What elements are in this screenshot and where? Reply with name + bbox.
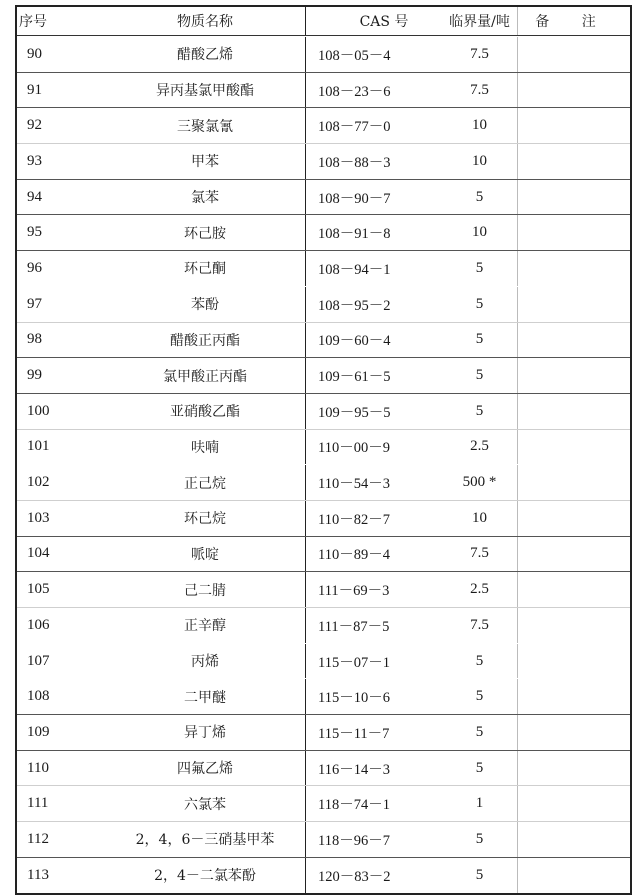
row-remarks [517, 822, 627, 857]
row-no: 97 [27, 295, 42, 312]
row-threshold: 5 [475, 367, 484, 384]
row-substance-name: 异丁烯 [184, 725, 226, 742]
row-remarks [517, 608, 627, 643]
table-row [17, 857, 630, 893]
row-no: 103 [27, 509, 50, 526]
row-no: 113 [27, 866, 49, 883]
row-remarks [517, 323, 627, 358]
row-substance-name: 亚硝酸乙酯 [170, 404, 240, 421]
row-threshold: 7.5 [470, 616, 489, 633]
row-cas-number: 110－89－4 [305, 537, 442, 572]
row-no: 100 [27, 402, 50, 419]
table-row [17, 821, 630, 857]
table-row [17, 250, 630, 286]
row-remarks [517, 786, 627, 821]
table-row [17, 107, 630, 143]
row-cas-number: 109－60－4 [305, 323, 442, 358]
row-no: 96 [27, 259, 42, 276]
table-row [17, 678, 630, 714]
table-row [17, 643, 630, 679]
table-row [17, 750, 630, 786]
row-substance-name: 异丙基氯甲酸酯 [156, 83, 254, 100]
row-remarks [517, 287, 627, 322]
header-remarks: 备 注 [517, 7, 627, 35]
table-body [17, 36, 630, 893]
row-cas-number: 109－61－5 [305, 358, 442, 393]
table-row [17, 464, 630, 500]
row-remarks [517, 430, 627, 465]
table-row [17, 72, 630, 108]
header-cas: CAS 号 [305, 7, 442, 35]
row-threshold: 5 [475, 830, 484, 847]
table-row [17, 500, 630, 536]
table-row [17, 357, 630, 393]
row-substance-name: 四氟乙烯 [177, 761, 233, 778]
row-cas-number: 109－95－5 [305, 394, 442, 429]
table-row [17, 393, 630, 429]
row-cas-number: 118－74－1 [305, 786, 442, 821]
header-no: 序号 [19, 14, 47, 30]
table-row [17, 429, 630, 465]
row-cas-number: 110－82－7 [305, 501, 442, 536]
row-cas-number: 115－10－6 [305, 679, 442, 714]
row-no: 98 [27, 331, 42, 348]
row-substance-name: 环己烷 [184, 511, 226, 528]
row-threshold: 10 [472, 152, 487, 169]
row-substance-name: 氯苯 [191, 190, 219, 207]
table-row [17, 322, 630, 358]
row-cas-number: 108－05－4 [305, 37, 442, 72]
row-substance-name: 正辛醇 [184, 618, 226, 635]
row-substance-name: 醋酸乙烯 [177, 47, 233, 64]
row-no: 112 [27, 830, 49, 847]
table-row [17, 36, 630, 72]
table-row [17, 214, 630, 250]
header-name: 物质名称 [177, 14, 233, 30]
row-threshold: 500 * [462, 474, 497, 491]
row-threshold: 5 [475, 866, 484, 883]
row-remarks [517, 644, 627, 679]
row-threshold: 5 [475, 295, 484, 312]
row-threshold: 7.5 [470, 81, 489, 98]
table-row [17, 571, 630, 607]
row-no: 106 [27, 616, 50, 633]
row-substance-name: 甲苯 [191, 154, 219, 171]
row-no: 101 [27, 438, 50, 455]
row-cas-number: 111－69－3 [305, 572, 442, 607]
row-remarks [517, 465, 627, 500]
row-no: 95 [27, 224, 42, 241]
row-cas-number: 110－00－9 [305, 430, 442, 465]
table-row [17, 286, 630, 322]
row-remarks [517, 144, 627, 179]
row-substance-name: 醋酸正丙酯 [170, 332, 240, 349]
row-threshold: 10 [472, 509, 487, 526]
row-threshold: 2.5 [470, 581, 489, 598]
table-row [17, 179, 630, 215]
table-header-row [17, 7, 630, 36]
row-remarks [517, 715, 627, 750]
row-no: 108 [27, 688, 50, 705]
row-no: 105 [27, 581, 50, 598]
row-cas-number: 115－11－7 [305, 715, 442, 750]
row-substance-name: 正己烷 [184, 475, 226, 492]
row-no: 92 [27, 117, 42, 134]
hazardous-substances-table [15, 5, 632, 895]
row-remarks [517, 358, 627, 393]
row-threshold: 2.5 [470, 438, 489, 455]
row-remarks [517, 858, 627, 893]
row-cas-number: 116－14－3 [305, 751, 442, 786]
row-no: 93 [27, 152, 42, 169]
row-threshold: 1 [475, 795, 484, 812]
row-cas-number: 120－83－2 [305, 858, 442, 893]
row-no: 99 [27, 367, 42, 384]
row-threshold: 7.5 [470, 45, 489, 62]
row-substance-name: 三聚氯氰 [177, 118, 233, 135]
row-cas-number: 108－90－7 [305, 180, 442, 215]
row-substance-name: 环己胺 [184, 225, 226, 242]
table-row [17, 607, 630, 643]
row-no: 90 [27, 45, 42, 62]
row-cas-number: 108－88－3 [305, 144, 442, 179]
table-row [17, 536, 630, 572]
header-threshold: 临界量/吨 [449, 14, 510, 30]
row-remarks [517, 751, 627, 786]
row-threshold: 5 [475, 652, 484, 669]
row-substance-name: 哌啶 [191, 546, 219, 563]
row-remarks [517, 251, 627, 286]
table-row [17, 143, 630, 179]
row-remarks [517, 108, 627, 143]
row-remarks [517, 537, 627, 572]
row-substance-name: 环己酮 [184, 261, 226, 278]
row-no: 110 [27, 759, 49, 776]
row-remarks [517, 501, 627, 536]
row-cas-number: 110－54－3 [305, 465, 442, 500]
row-remarks [517, 679, 627, 714]
row-no: 102 [27, 474, 50, 491]
row-threshold: 5 [475, 402, 484, 419]
row-no: 91 [27, 81, 42, 98]
row-cas-number: 108－23－6 [305, 73, 442, 108]
row-substance-name: 氯甲酸正丙酯 [163, 368, 247, 385]
row-threshold: 5 [475, 723, 484, 740]
row-remarks [517, 37, 627, 72]
row-threshold: 5 [475, 688, 484, 705]
row-cas-number: 108－94－1 [305, 251, 442, 286]
row-no: 109 [27, 723, 50, 740]
row-remarks [517, 394, 627, 429]
row-substance-name: 己二腈 [184, 582, 226, 599]
row-threshold: 5 [475, 188, 484, 205]
row-substance-name: 2，4，6－三硝基甲苯 [135, 832, 275, 849]
row-cas-number: 118－96－7 [305, 822, 442, 857]
table-row [17, 714, 630, 750]
row-remarks [517, 73, 627, 108]
row-substance-name: 呋喃 [191, 439, 219, 456]
row-threshold: 5 [475, 759, 484, 776]
row-cas-number: 108－91－8 [305, 215, 442, 250]
row-cas-number: 108－77－0 [305, 108, 442, 143]
table-row [17, 785, 630, 821]
row-no: 107 [27, 652, 50, 669]
row-substance-name: 苯酚 [191, 297, 219, 314]
row-no: 111 [27, 795, 49, 812]
row-no: 104 [27, 545, 50, 562]
row-substance-name: 六氯苯 [184, 796, 226, 813]
row-remarks [517, 180, 627, 215]
row-remarks [517, 572, 627, 607]
row-threshold: 10 [472, 224, 487, 241]
row-substance-name: 二甲醚 [184, 689, 226, 706]
row-threshold: 10 [472, 117, 487, 134]
row-substance-name: 2，4－二氯苯酚 [154, 868, 256, 885]
row-threshold: 5 [475, 259, 484, 276]
row-threshold: 7.5 [470, 545, 489, 562]
row-no: 94 [27, 188, 42, 205]
row-substance-name: 丙烯 [191, 654, 219, 671]
row-remarks [517, 215, 627, 250]
row-cas-number: 108－95－2 [305, 287, 442, 322]
row-cas-number: 115－07－1 [305, 644, 442, 679]
row-threshold: 5 [475, 331, 484, 348]
row-cas-number: 111－87－5 [305, 608, 442, 643]
